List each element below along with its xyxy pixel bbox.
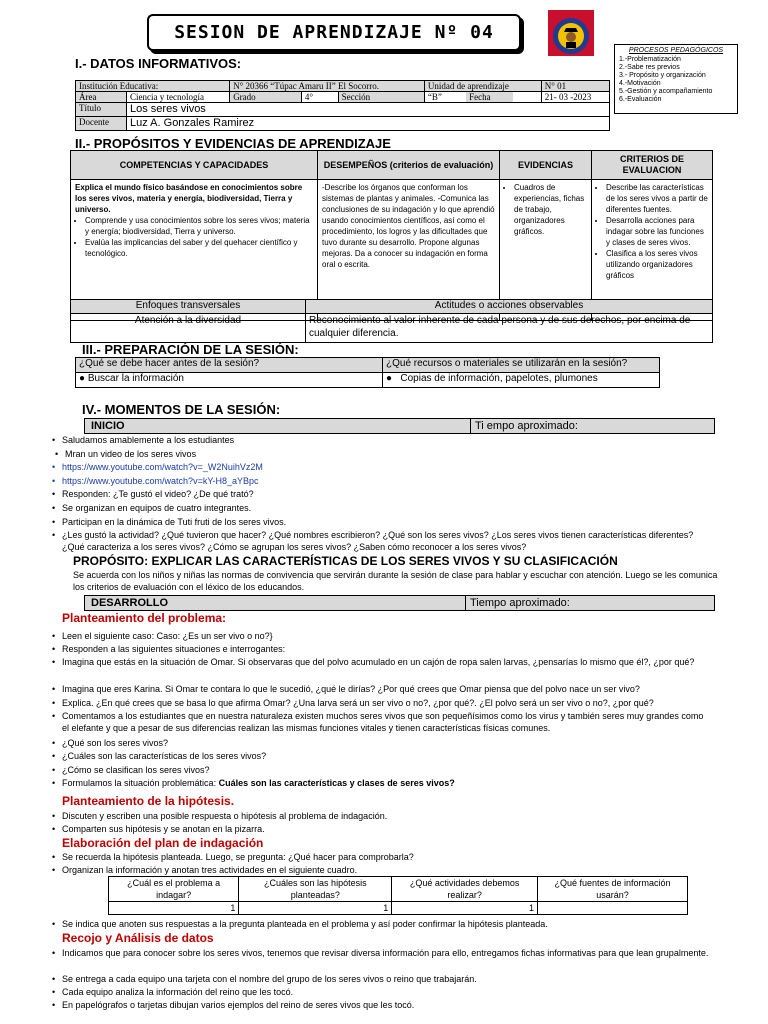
inicio-item: • Saludamos amablemente a los estudiantes: [62, 434, 234, 446]
criterio-item: • Describe las características de los seres vivos a partir de diferentes fuentes.: [606, 182, 708, 215]
criterio-item: • Clasifica a los seres vivos utilizando organizadores gráficos: [606, 248, 708, 281]
recojo-title: Recojo y Análisis de datos: [62, 931, 214, 945]
actitudes-col-header: Actitudes o acciones observables: [306, 300, 713, 314]
plan-title: Elaboración del plan de indagación: [62, 836, 264, 850]
procesos-title: PROCESOS PEDAGÓGICOS: [628, 47, 724, 54]
recursos-col-header: ¿Qué recursos o materiales se utilizarán en la sesión?: [383, 358, 660, 373]
plan-header: ¿Cuál es el problema a indagar?: [109, 877, 239, 902]
seccion-label: Sección: [338, 92, 424, 103]
plan-header: ¿Cuáles son las hipótesis planteadas?: [239, 877, 392, 902]
inicio-item: • ¿Les gustó la actividad? ¿Qué tuvieron que hacer? ¿Qué nombres escribieron? ¿Qué son los seres vivos? ¿Los seres vivos tienen características diferentes? ¿Qué caracteriza a los seres vivos? ¿Cómo se agrupan los seres vivos? ¿Saben cómo reconocer a los seres vivos?: [62, 529, 702, 553]
recojo-item: • En papelógrafos o tarjetas dibujan varios ejemplos del reino de seres vivos que les tocó.: [62, 999, 414, 1011]
area-value: Ciencia y tecnología: [127, 92, 230, 103]
situacion-question: Cuáles son las características y clases de seres vivos?: [218, 778, 455, 788]
inicio-item: • Se organizan en equipos de cuatro integrantes.: [62, 502, 251, 514]
inicio-label: INICIO: [91, 420, 125, 432]
recojo-item: • Cada equipo analiza la información del reino que les tocó.: [62, 986, 293, 998]
actitud-cell: Reconocimiento al valor inherente de cada persona y de sus derechos, por encima de cualquier diferencia.: [306, 314, 713, 343]
capacidad-item: • Evalúa las implicancias del saber y del quehacer científico y tecnológico.: [85, 237, 313, 259]
desempenos-cell: -Describe los órganos que conforman los sistemas de plantas y animales. -Comunica las conclusiones de su indagación y lo que aprendió usando conocimientos científicos, así como el procedimiento, los logros y las dificultades que tuvo durante su desarrollo. Propone algunas mejoras. Da a conocer su indagación en forma oral o escrita.: [318, 180, 500, 321]
school-logo: [548, 10, 594, 56]
recojo-item: • Indicamos que para conocer sobre los seres vivos, tenemos que revisar diversa información para ello, entregamos fichas informativas para que lean grupalmente.: [62, 947, 712, 959]
planteamiento-title: Planteamiento del problema:: [62, 611, 227, 625]
planteamiento-item: • ¿Cómo se clasifican los seres vivos?: [62, 764, 210, 776]
video-link[interactable]: • https://www.youtube.com/watch?v=_W2NuihVz2M: [62, 461, 263, 473]
preparacion-table: [75, 357, 660, 388]
situacion-item: [62, 777, 455, 789]
fecha-value: 21- 03 -2023: [541, 92, 609, 103]
desarrollo-tiempo: Tiempo aproximado:: [465, 596, 570, 610]
proposito-text: Se acuerda con los niños y niñas las normas de convivencia que servirán durante la sesión de clase para hablar y escuchar con atención. Luego se les comunica los criterios de evaluación con el léxico de los educandos.: [73, 570, 718, 592]
procesos-box: [614, 44, 738, 114]
inst-label: Institución Educativa:: [76, 81, 230, 92]
planteamiento-item: • Comentamos a los estudiantes que en nuestra naturaleza existen muchos seres vivos que son pequeñísimos como los virus y también seres muy grandes como el elefante y que a pesar de sus diferencias realizan las mismas funciones vitales y tienen características físicas comunes.: [62, 710, 712, 734]
antes-cell: ● Buscar la información: [76, 373, 383, 388]
propositos-heading: II.- PROPÓSITOS Y EVIDENCIAS DE APRENDIZAJE: [75, 136, 391, 151]
plan-cell: 1: [109, 902, 239, 915]
plan-cell: 1: [392, 902, 538, 915]
seccion-row: [424, 92, 541, 103]
recojo-item: • Se entrega a cada equipo una tarjeta con el nombre del grupo de los seres vivos o reino que trabajarán.: [62, 973, 477, 985]
video-link[interactable]: • https://www.youtube.com/watch?v=kY-H8_aYBpc: [62, 475, 259, 487]
hipotesis-item: • Comparten sus hipótesis y se anotan en la pizarra.: [62, 823, 265, 835]
criterio-item: • Desarrolla acciones para indagar sobre las funciones y clases de seres vivos.: [606, 215, 708, 248]
capacidad-item: • Comprende y usa conocimientos sobre los seres vivos; materia y energía; biodiversidad, Tierra y universo.: [85, 215, 313, 237]
inst-value: N° 20366 “Túpac Amaru II” El Socorro.: [230, 81, 425, 92]
evidencias-col-header: EVIDENCIAS: [500, 151, 592, 180]
hipotesis-title: Planteamiento de la hipótesis.: [62, 794, 235, 808]
procesos-item: 1.-Problematización: [619, 56, 681, 63]
situacion-prefix: Formulamos la situación problemática:: [62, 778, 219, 788]
area-label: Área: [76, 92, 127, 103]
desarrollo-bar: [84, 595, 715, 611]
evidencia-item: • Cuadros de experiencias, fichas de trabajo, organizadores gráficos.: [514, 182, 587, 237]
competencias-table: [70, 150, 713, 321]
plan-item: • Organizan la información y anotan tres actividades en el siguiente cuadro.: [62, 864, 357, 876]
inicio-bar: [84, 418, 715, 434]
plan-header: ¿Qué actividades debemos realizar?: [392, 877, 538, 902]
plan-item: • Se recuerda la hipótesis planteada. Luego, se pregunta: ¿Qué hacer para comprobarla?: [62, 851, 414, 863]
session-title: SESION DE APRENDIZAJE Nº 04: [147, 14, 521, 51]
datos-heading: I.- DATOS INFORMATIVOS:: [75, 56, 242, 71]
unidad-value: N° 01: [541, 81, 609, 92]
enfoques-col-header: Enfoques transversales: [71, 300, 306, 314]
inicio-tiempo: Ti empo aproximado:: [470, 419, 578, 433]
procesos-item: 3.- Propósito y organización: [619, 72, 706, 79]
unidad-label: Unidad de aprendizaje: [424, 81, 541, 92]
competencia-text: Explica el mundo físico basándose en conocimientos sobre los seres vivos, materia y energía, biodiversidad, Tierra y universo.: [75, 183, 303, 214]
docente-value: Luz A. Gonzales Ramirez: [127, 117, 610, 131]
plan-after-item: • Se indica que anoten sus respuestas a la pregunta planteada en el problema y así poder confirmar la hipótesis planteada.: [62, 918, 548, 930]
planteamiento-item: • Leen el siguiente caso: Caso: ¿Es un ser vivo o no?}: [62, 630, 273, 642]
planteamiento-item: • Explica. ¿En qué crees que se basa lo que afirma Omar? ¿Una larva será un ser vivo o no?, ¿por qué?. ¿El polvo será un ser vivo o no?, ¿por qué?: [62, 697, 712, 709]
proposito-title: PROPÓSITO: EXPLICAR LAS CARACTERÍSTICAS DE LOS SERES VIVOS Y SU CLASIFICACIÓN: [73, 554, 618, 568]
planteamiento-item: • Imagina que estás en la situación de Omar. Si observaras que del polvo acumulado en un cajón de ropa salen larvas, ¿pensarías lo mismo que él?, ¿por qué?: [62, 656, 712, 668]
desempenos-col-header: DESEMPEÑOS (criterios de evaluación): [318, 151, 500, 180]
antes-col-header: ¿Qué se debe hacer antes de la sesión?: [76, 358, 383, 373]
grado-label: Grado: [230, 92, 302, 103]
desarrollo-label: DESARROLLO: [91, 597, 168, 609]
criterios-col-header: CRITERIOS DE EVALUACION: [592, 151, 713, 180]
titulo-label: Título: [76, 103, 127, 117]
procesos-item: 5.-Gestión y acompañamiento: [619, 88, 713, 95]
inicio-item: • Responden: ¿Te gustó el video? ¿De qué trató?: [62, 488, 254, 500]
datos-table: [75, 80, 610, 131]
fecha-label: Fecha: [466, 92, 513, 102]
recursos-value: Copias de información, papelotes, plumones: [400, 373, 598, 384]
comp-col-header: COMPETENCIAS Y CAPACIDADES: [71, 151, 318, 180]
recursos-cell: ● Copias de información, papelotes, plumones: [383, 373, 660, 388]
procesos-item: 4.-Motivación: [619, 80, 661, 87]
plan-cell: [537, 902, 687, 915]
grado-value: 4°: [301, 92, 338, 103]
enfoque-cell: Atención a la diversidad: [71, 314, 306, 343]
enfoques-table: [70, 299, 713, 343]
procesos-item: 6.-Evaluación: [619, 96, 662, 103]
planteamiento-item: • ¿Qué son los seres vivos?: [62, 737, 168, 749]
plan-table: [108, 876, 688, 915]
planteamiento-item: • Imagina que eres Karina. Si Omar te contara lo que le sucedió, ¿qué le dirías? ¿Por qué crees que Omar piensa que del polvo nace un ser vivo?: [62, 683, 712, 695]
inicio-item: • Mran un video de los seres vivos: [65, 448, 196, 460]
preparacion-heading: III.- PREPARACIÓN DE LA SESIÓN:: [82, 342, 299, 357]
docente-label: Docente: [76, 117, 127, 131]
seccion-value: “B”: [427, 92, 442, 102]
titulo-value: Los seres vivos: [127, 103, 610, 117]
plan-header: ¿Qué fuentes de información usarán?: [537, 877, 687, 902]
planteamiento-item: • ¿Cuáles son las características de los seres vivos?: [62, 750, 266, 762]
hipotesis-item: • Discuten y escriben una posible respuesta o hipótesis al problema de indagación.: [62, 810, 387, 822]
momentos-heading: IV.- MOMENTOS DE LA SESIÓN:: [82, 402, 281, 417]
plan-cell: 1: [239, 902, 392, 915]
inicio-item: • Participan en la dinámica de Tuti fruti de los seres vivos.: [62, 516, 286, 528]
antes-value: Buscar la información: [87, 373, 184, 384]
procesos-item: 2.-Sabe res previos: [619, 64, 680, 71]
planteamiento-item: • Responden a las siguientes situaciones e interrogantes:: [62, 643, 285, 655]
